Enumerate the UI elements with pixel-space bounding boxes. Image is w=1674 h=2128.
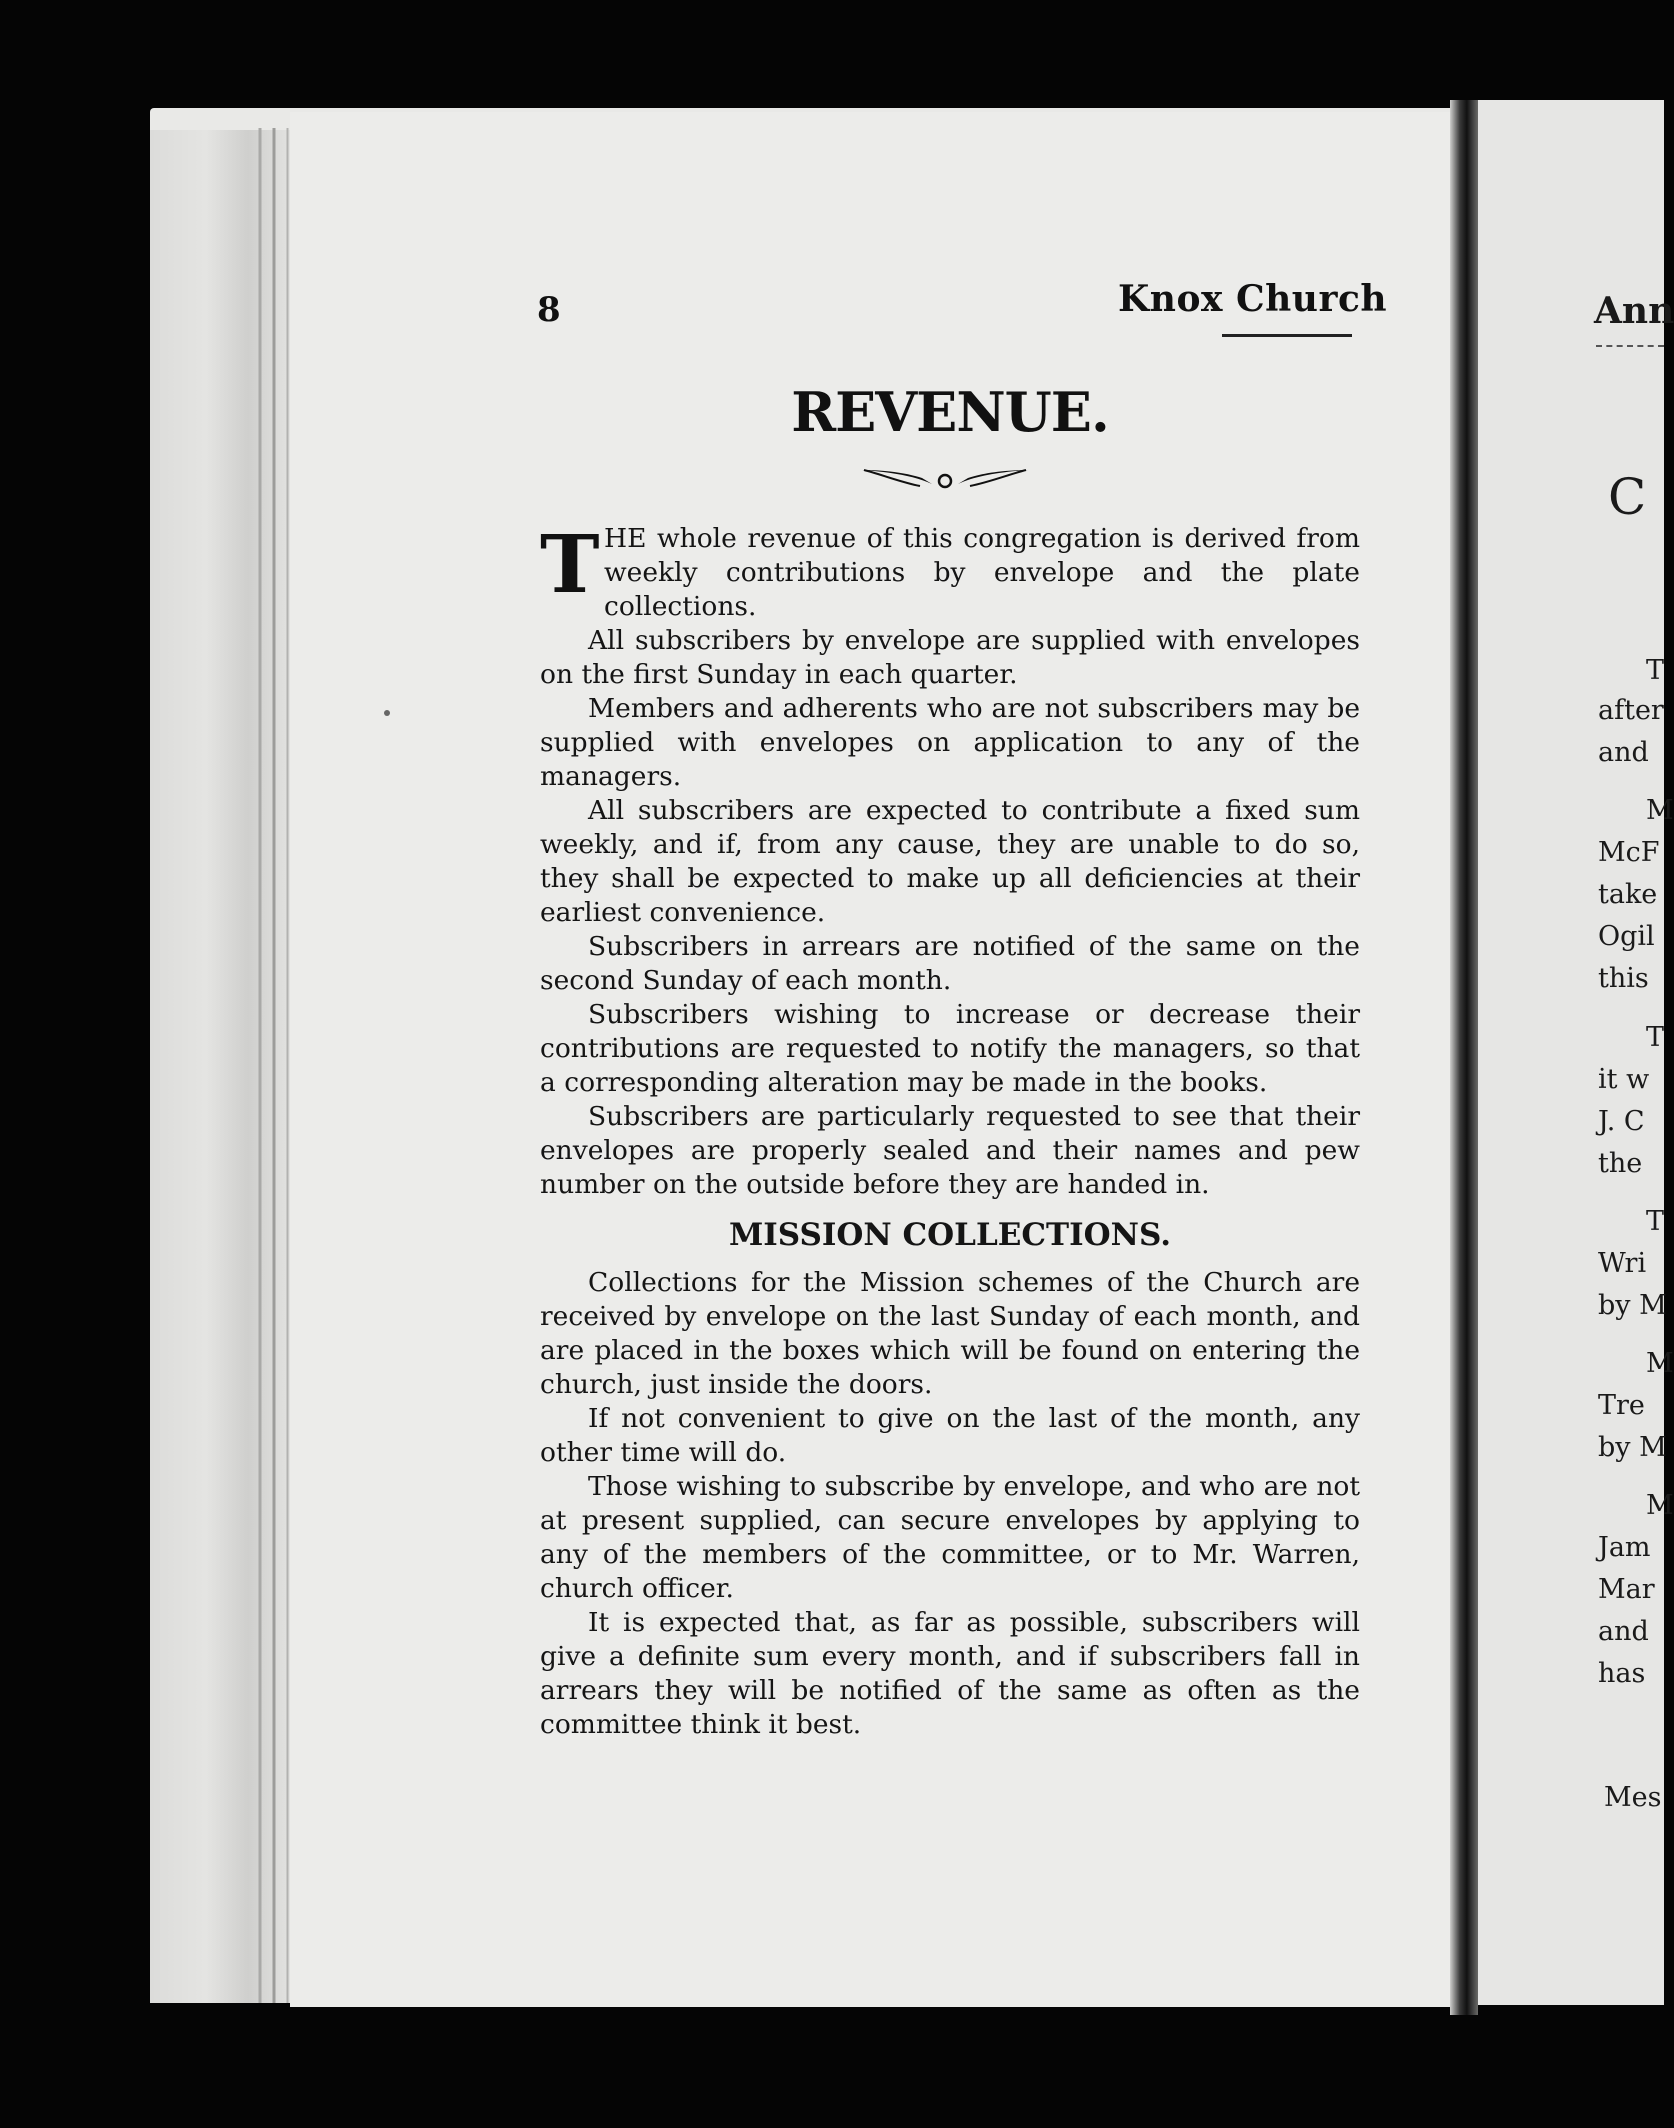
facing-line: McF <box>1598 837 1660 868</box>
paragraph: Subscribers wishing to increase or decrease their contributions are requested to notify the managers, so that a corresponding alteration may be made in the books. <box>540 999 1360 1098</box>
running-head: Knox Church <box>1118 278 1388 320</box>
facing-line: J. C <box>1598 1106 1645 1137</box>
dropcap: T <box>540 517 600 611</box>
facing-line: the <box>1598 1148 1643 1179</box>
paragraph: Those wishing to subscribe by envelope, and who are not at present supplied, can secure envelopes by applying to any of the members of the committee, or to Mr. Warren, church officer. <box>540 1471 1360 1604</box>
facing-line: after <box>1598 695 1664 726</box>
facing-line: by M <box>1598 1432 1667 1463</box>
facing-line: M <box>1646 795 1674 826</box>
facing-line: Tre <box>1598 1390 1645 1421</box>
section-heading: MISSION COLLECTIONS. <box>728 1217 1172 1253</box>
paragraph: Members and adherents who are not subscribers may be supplied with envelopes on application to any of the managers. <box>540 693 1360 792</box>
facing-page <box>1478 100 1674 2005</box>
book-gutter <box>1450 100 1478 2015</box>
facing-line: Jam <box>1598 1532 1651 1563</box>
scroll-ornament-icon <box>860 462 1030 492</box>
facing-line: this <box>1598 963 1649 994</box>
facing-line: and <box>1598 1616 1649 1647</box>
margin-speck <box>384 710 390 716</box>
paragraph: Subscribers are particularly requested to see that their envelopes are properly sealed and their names and pew number on the outside before they are handed in. <box>540 1101 1360 1200</box>
facing-line: Wri <box>1598 1248 1647 1279</box>
facing-line: T <box>1646 655 1665 686</box>
paragraph: If not convenient to give on the last of the month, any other time will do. <box>540 1403 1360 1468</box>
running-head-rule <box>1222 334 1352 337</box>
facing-line: T <box>1646 1206 1665 1237</box>
paragraph: HE whole revenue of this congregation is derived from weekly contributions by envelope and the plate collections. <box>604 523 1360 622</box>
facing-line: by M <box>1598 1290 1667 1321</box>
facing-line: M <box>1646 1490 1674 1521</box>
facing-line: Mar <box>1598 1574 1655 1605</box>
facing-line: M <box>1646 1348 1674 1379</box>
facing-line: Mes <box>1604 1782 1662 1813</box>
paragraph: Subscribers in arrears are notified of the same on the second Sunday of each month. <box>540 931 1360 996</box>
paragraph: All subscribers by envelope are supplied with envelopes on the first Sunday in each quarter. <box>540 625 1360 690</box>
facing-head-rule <box>1596 345 1664 347</box>
page-number: 8 <box>537 290 561 330</box>
paragraph: Collections for the Mission schemes of the Church are received by envelope on the last Sunday of each month, and are placed in the boxes which will be found on entering the church, just inside the doors. <box>540 1267 1360 1400</box>
facing-line: it w <box>1598 1064 1650 1095</box>
paragraph: All subscribers are expected to contribute a fixed sum weekly, and if, from any cause, they are unable to do so, they shall be expected to make up all deficiencies at their earliest convenience. <box>540 795 1360 928</box>
facing-heading-fragment: C <box>1608 468 1647 526</box>
first-paragraph <box>540 517 1360 624</box>
facing-line: has <box>1598 1658 1646 1689</box>
facing-running-head: Ann <box>1594 290 1674 332</box>
facing-line: take <box>1598 879 1658 910</box>
facing-line: and <box>1598 737 1649 768</box>
page-title: REVENUE. <box>791 380 1109 444</box>
body-text <box>540 517 1360 1742</box>
facing-line: Ogil <box>1598 921 1655 952</box>
facing-line: T <box>1646 1022 1665 1053</box>
paragraph: It is expected that, as far as possible, subscribers will give a definite sum every month, and if subscribers fall in arrears they will be notified of the same as often as the committee think it best. <box>540 1607 1360 1740</box>
